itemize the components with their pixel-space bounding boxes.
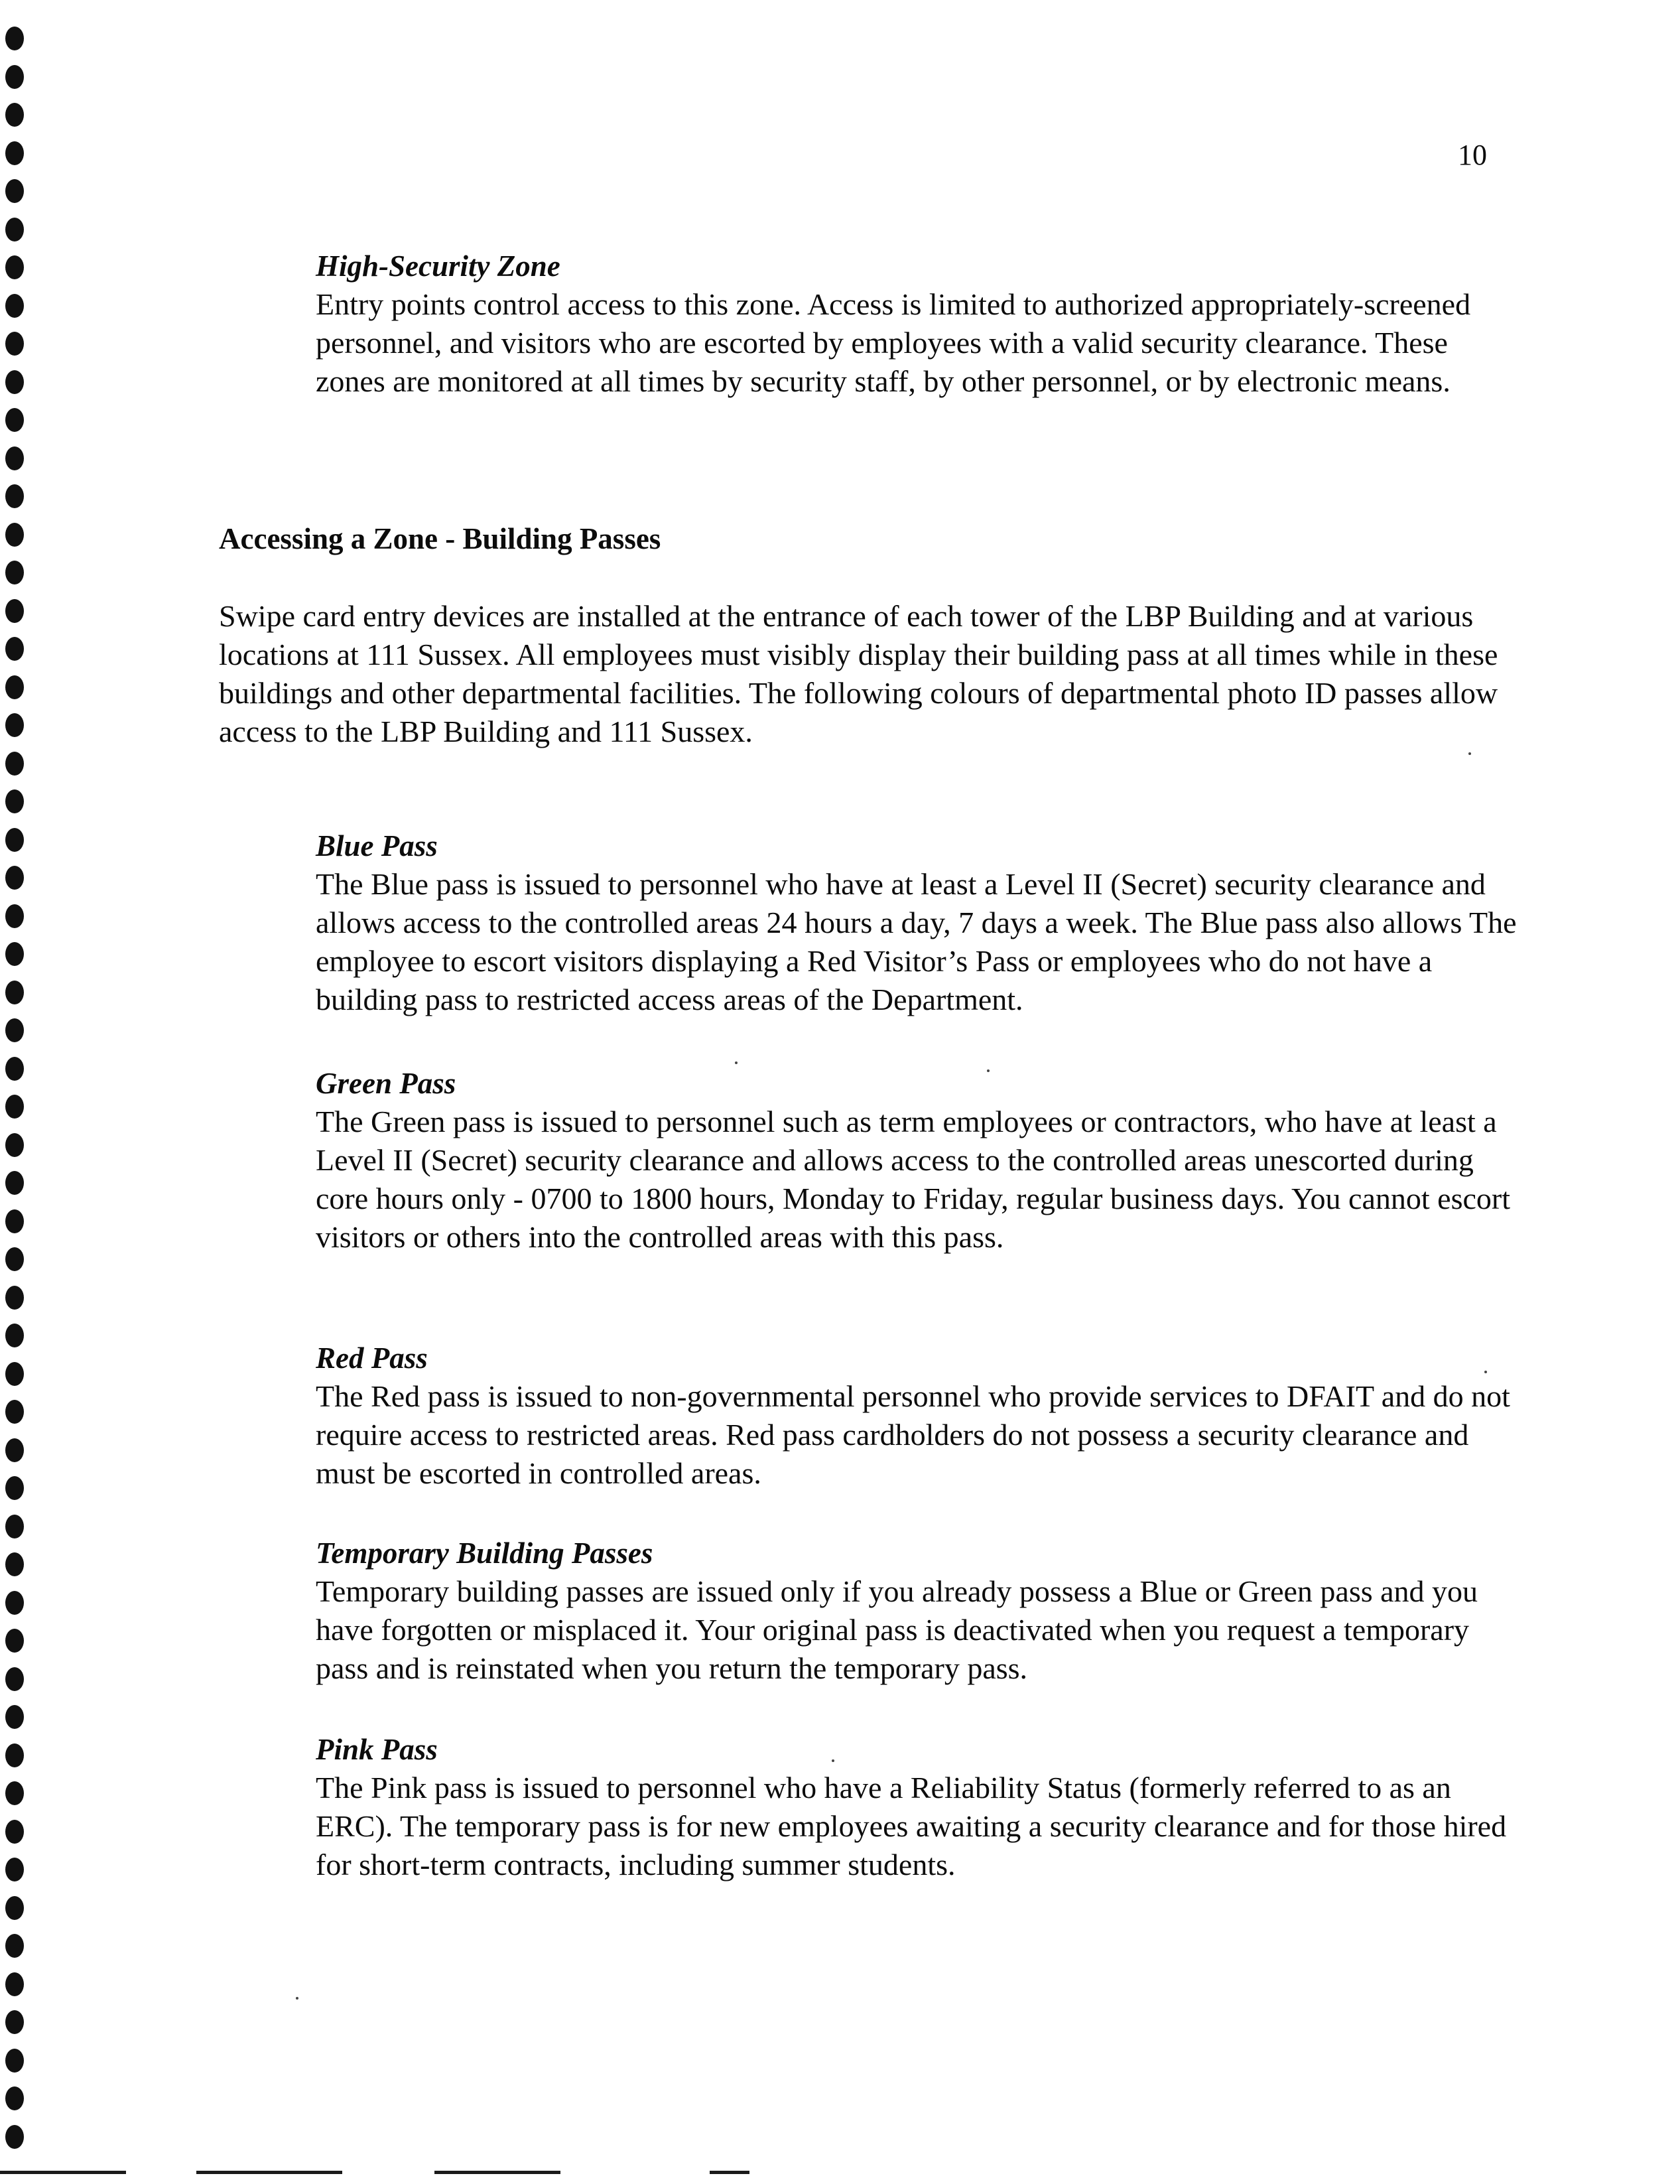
binder-holes [5, 27, 32, 2176]
red-pass-body: The Red pass is issued to non-governmental personnel who provide services to DFAIT and do not require access to restricted areas. Red pass cardholders do not possess a security clearance and must be escorted in controlled areas. [316, 1379, 1510, 1490]
scan-speck [296, 1997, 298, 2000]
binder-hole [5, 1896, 24, 1920]
binder-hole [5, 675, 24, 699]
scan-speck [1484, 1371, 1487, 1373]
binder-hole [5, 1400, 24, 1424]
binder-hole [5, 1362, 24, 1386]
binder-hole [5, 1629, 24, 1653]
binder-hole [5, 752, 24, 776]
binder-hole [5, 103, 24, 127]
binder-hole [5, 1133, 24, 1157]
binder-hole [5, 179, 24, 203]
binder-hole [5, 866, 24, 890]
scan-speck [987, 1069, 990, 1072]
scan-edge-line [196, 2171, 342, 2174]
accessing-zone-heading: Accessing a Zone - Building Passes [219, 522, 661, 555]
binder-hole [5, 294, 24, 318]
binder-hole [5, 446, 24, 470]
binder-hole [5, 218, 24, 241]
red-pass-title: Red Pass [316, 1341, 428, 1375]
scan-speck [1468, 752, 1471, 755]
binder-hole [5, 1743, 24, 1767]
binder-hole [5, 713, 24, 737]
scan-speck [832, 1759, 834, 1762]
binder-hole [5, 789, 24, 813]
binder-hole [5, 1781, 24, 1805]
binder-hole [5, 981, 24, 1004]
binder-hole [5, 2125, 24, 2149]
temporary-building-passes-block [316, 1534, 1523, 1688]
temporary-building-passes-body: Temporary building passes are issued only if you already possess a Blue or Green pass and you have forgotten or misplaced it. Your original pass is deactivated when you request a temporary pass and is reinstated when you return the temporary pass. [316, 1574, 1478, 1685]
binder-hole [5, 1324, 24, 1347]
binder-hole [5, 599, 24, 623]
blue-pass-title: Blue Pass [316, 829, 438, 862]
binder-hole [5, 1552, 24, 1576]
red-pass-block [316, 1339, 1523, 1493]
binder-hole [5, 1515, 24, 1538]
binder-hole [5, 370, 24, 394]
binder-hole [5, 332, 24, 356]
scan-edge-line [710, 2171, 749, 2174]
binder-hole [5, 2086, 24, 2110]
binder-hole [5, 141, 24, 165]
binder-hole [5, 561, 24, 584]
accessing-zone-paragraph: Swipe card entry devices are installed at the entrance of each tower of the LBP Building and at various locations at 111 Sussex. All employees must visibly display their building pass at all times while in these buildings and other departmental facilities. The following colours of departmental photo ID passes allow access to the LBP Building and 111 Sussex. [219, 599, 1498, 748]
scan-speck [735, 1061, 738, 1064]
binder-hole [5, 1018, 24, 1042]
binder-hole [5, 1247, 24, 1271]
binder-hole [5, 1858, 24, 1881]
pink-pass-title: Pink Pass [316, 1733, 438, 1766]
binder-hole [5, 408, 24, 432]
pink-pass-body: The Pink pass is issued to personnel who have a Reliability Status (formerly referred to as an ERC). The temporary pass is for new employees awaiting a security clearance and for those hired for short-term contracts, including summer students. [316, 1771, 1507, 1881]
pink-pass-block [316, 1730, 1523, 1884]
binder-hole [5, 27, 24, 50]
binder-hole [5, 1972, 24, 1996]
binder-hole [5, 904, 24, 928]
high-security-zone-title: High-Security Zone [316, 249, 560, 283]
green-pass-title: Green Pass [316, 1067, 456, 1100]
scan-edge-line [0, 2171, 126, 2174]
binder-hole [5, 942, 24, 966]
high-security-zone-body: Entry points control access to this zone. Access is limited to authorized appropriately-screened personnel, and visitors who are escorted by employees with a valid security clearance. These zones are monitored at all times by security staff, by other personnel, or by electronic means. [316, 287, 1471, 398]
binder-hole [5, 1705, 24, 1729]
blue-pass-body: The Blue pass is issued to personnel who have at least a Level II (Secret) security clearance and allows access to the controlled areas 24 hours a day, 7 days a week. The Blue pass also allows The employee to escort visitors displaying a Red Visitor’s Pass or employees who do not have a building pass to restricted access areas of the Department. [316, 867, 1517, 1016]
binder-hole [5, 1667, 24, 1691]
binder-hole [5, 65, 24, 89]
binder-hole [5, 255, 24, 279]
binder-hole [5, 484, 24, 508]
binder-hole [5, 1095, 24, 1119]
binder-hole [5, 1209, 24, 1233]
green-pass-block [316, 1064, 1523, 1257]
binder-hole [5, 1934, 24, 1958]
green-pass-body: The Green pass is issued to personnel such as term employees or contractors, who have at least a Level II (Secret) security clearance and allows access to the controlled areas unescorted during core hours only - 0700 to 1800 hours, Monday to Friday, regular business days. You cannot escort visitors or others into the controlled areas with this pass. [316, 1105, 1511, 1254]
binder-hole [5, 828, 24, 852]
page-number: 10 [1458, 139, 1487, 171]
binder-hole [5, 1057, 24, 1081]
binder-hole [5, 2049, 24, 2073]
binder-hole [5, 1171, 24, 1195]
binder-hole [5, 1286, 24, 1310]
binder-hole [5, 1438, 24, 1462]
binder-hole [5, 1591, 24, 1615]
binder-hole [5, 2010, 24, 2034]
scan-edge-line [434, 2171, 560, 2174]
blue-pass-block [316, 827, 1523, 1019]
binder-hole [5, 1476, 24, 1500]
high-security-zone-block [316, 247, 1523, 401]
binder-hole [5, 1820, 24, 1844]
temporary-building-passes-title: Temporary Building Passes [316, 1536, 653, 1570]
binder-hole [5, 637, 24, 661]
binder-hole [5, 523, 24, 547]
